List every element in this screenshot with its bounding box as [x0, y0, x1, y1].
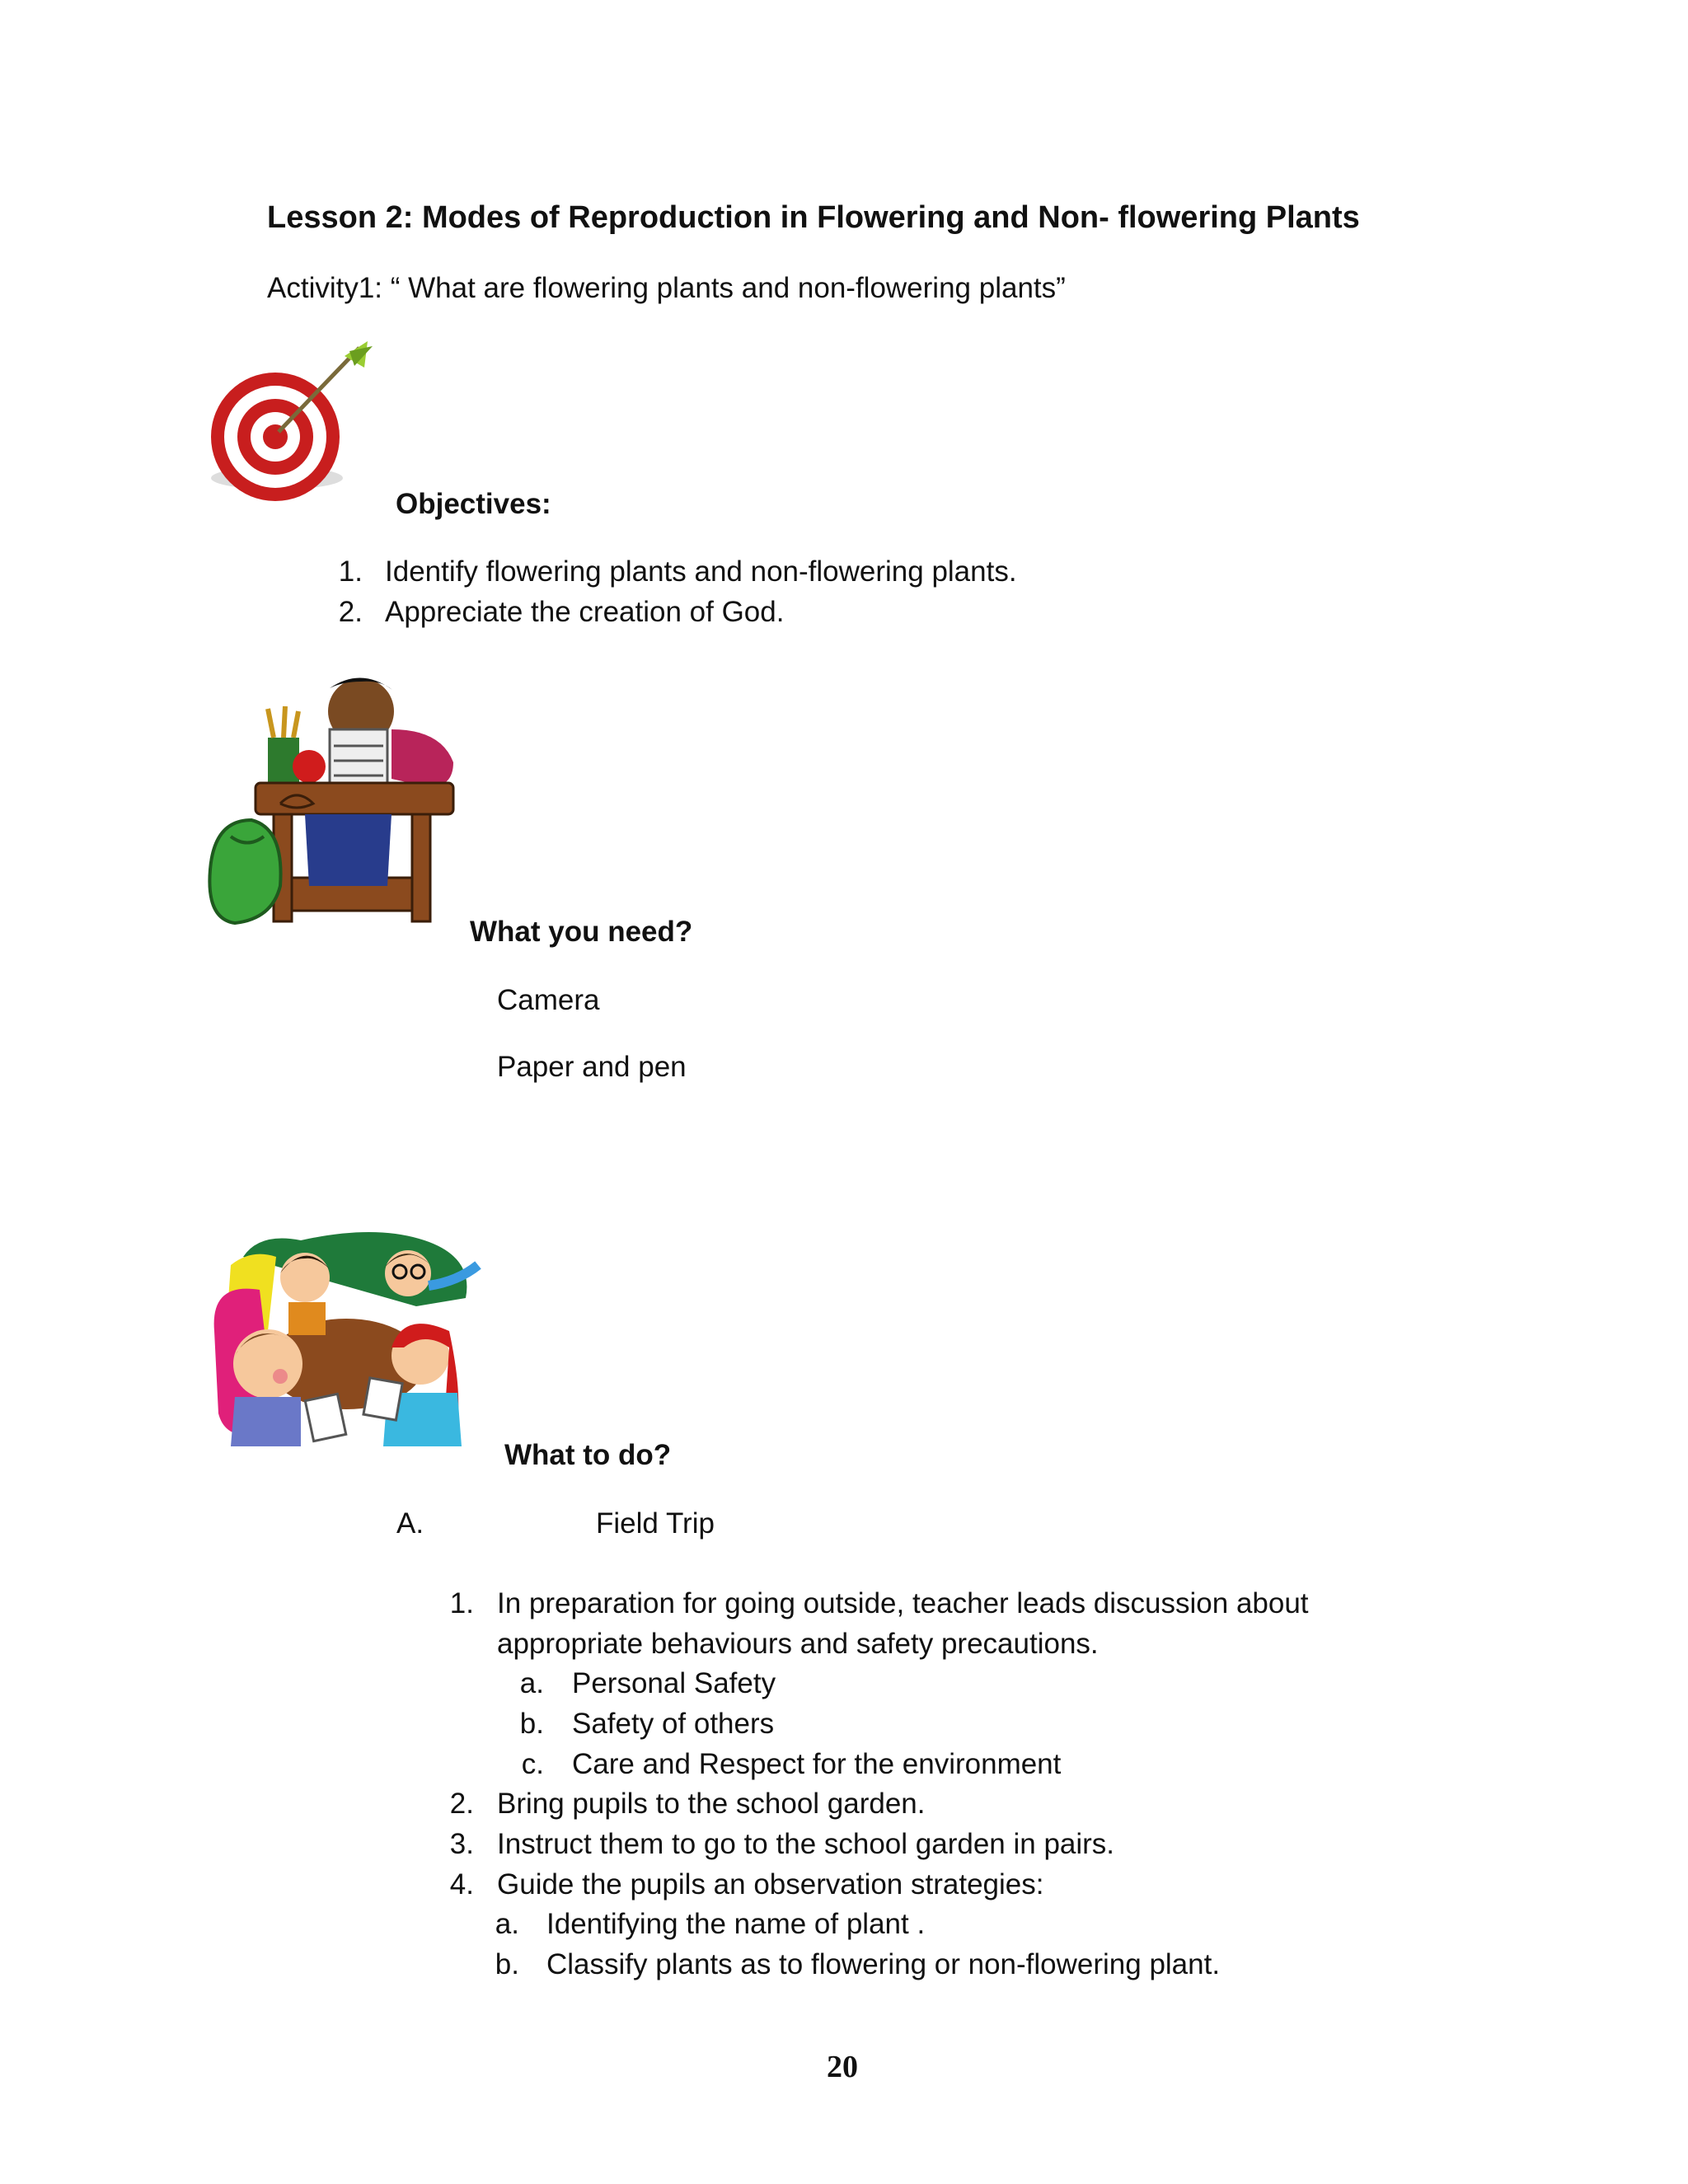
- substep-text: Classify plants as to flowering or non-flowering plant.: [546, 1948, 1221, 1980]
- step-text: Instruct them to go to the school garden in pairs.: [497, 1828, 1115, 1860]
- substep-letter: a.: [495, 1908, 519, 1940]
- objective-number: 2.: [338, 596, 363, 628]
- section-letter: A.: [396, 1507, 424, 1540]
- substep-text: Care and Respect for the environment: [572, 1748, 1062, 1780]
- substep-text: Identifying the name of plant .: [546, 1908, 926, 1940]
- substep-letter: a.: [519, 1667, 544, 1699]
- student-at-desk-icon: [206, 672, 466, 935]
- step-number: 3.: [449, 1828, 474, 1860]
- target-dart-icon: [203, 340, 376, 513]
- section-title: Field Trip: [596, 1507, 715, 1540]
- page-number: 20: [827, 2050, 858, 2084]
- step-number: 1.: [449, 1587, 474, 1619]
- step-text: Bring pupils to the school garden.: [497, 1788, 926, 1820]
- objective-item: Appreciate the creation of God.: [385, 596, 785, 628]
- step-number: 4.: [449, 1868, 474, 1900]
- activity-title: Activity1: “ What are flowering plants and non-flowering plants”: [267, 272, 1066, 304]
- todo-heading: What to do?: [504, 1439, 672, 1471]
- substep-letter: b.: [495, 1948, 519, 1980]
- substep-letter: c.: [521, 1748, 544, 1780]
- step-text: appropriate behaviours and safety precautions.: [497, 1628, 1099, 1660]
- need-item: Paper and pen: [497, 1051, 687, 1083]
- objective-number: 1.: [338, 555, 363, 588]
- group-of-students-icon: [210, 1232, 482, 1459]
- substep-letter: b.: [519, 1708, 544, 1740]
- step-text: Guide the pupils an observation strategies:: [497, 1868, 1044, 1900]
- lesson-title: Lesson 2: Modes of Reproduction in Flowering and Non- flowering Plants: [267, 200, 1360, 235]
- need-heading: What you need?: [470, 916, 693, 948]
- need-item: Camera: [497, 984, 600, 1016]
- substep-text: Safety of others: [572, 1708, 775, 1740]
- step-text: In preparation for going outside, teacher leads discussion about: [497, 1587, 1309, 1619]
- substep-text: Personal Safety: [572, 1667, 776, 1699]
- step-number: 2.: [449, 1788, 474, 1820]
- objective-item: Identify flowering plants and non-flowering plants.: [385, 555, 1017, 588]
- objectives-heading: Objectives:: [396, 488, 551, 520]
